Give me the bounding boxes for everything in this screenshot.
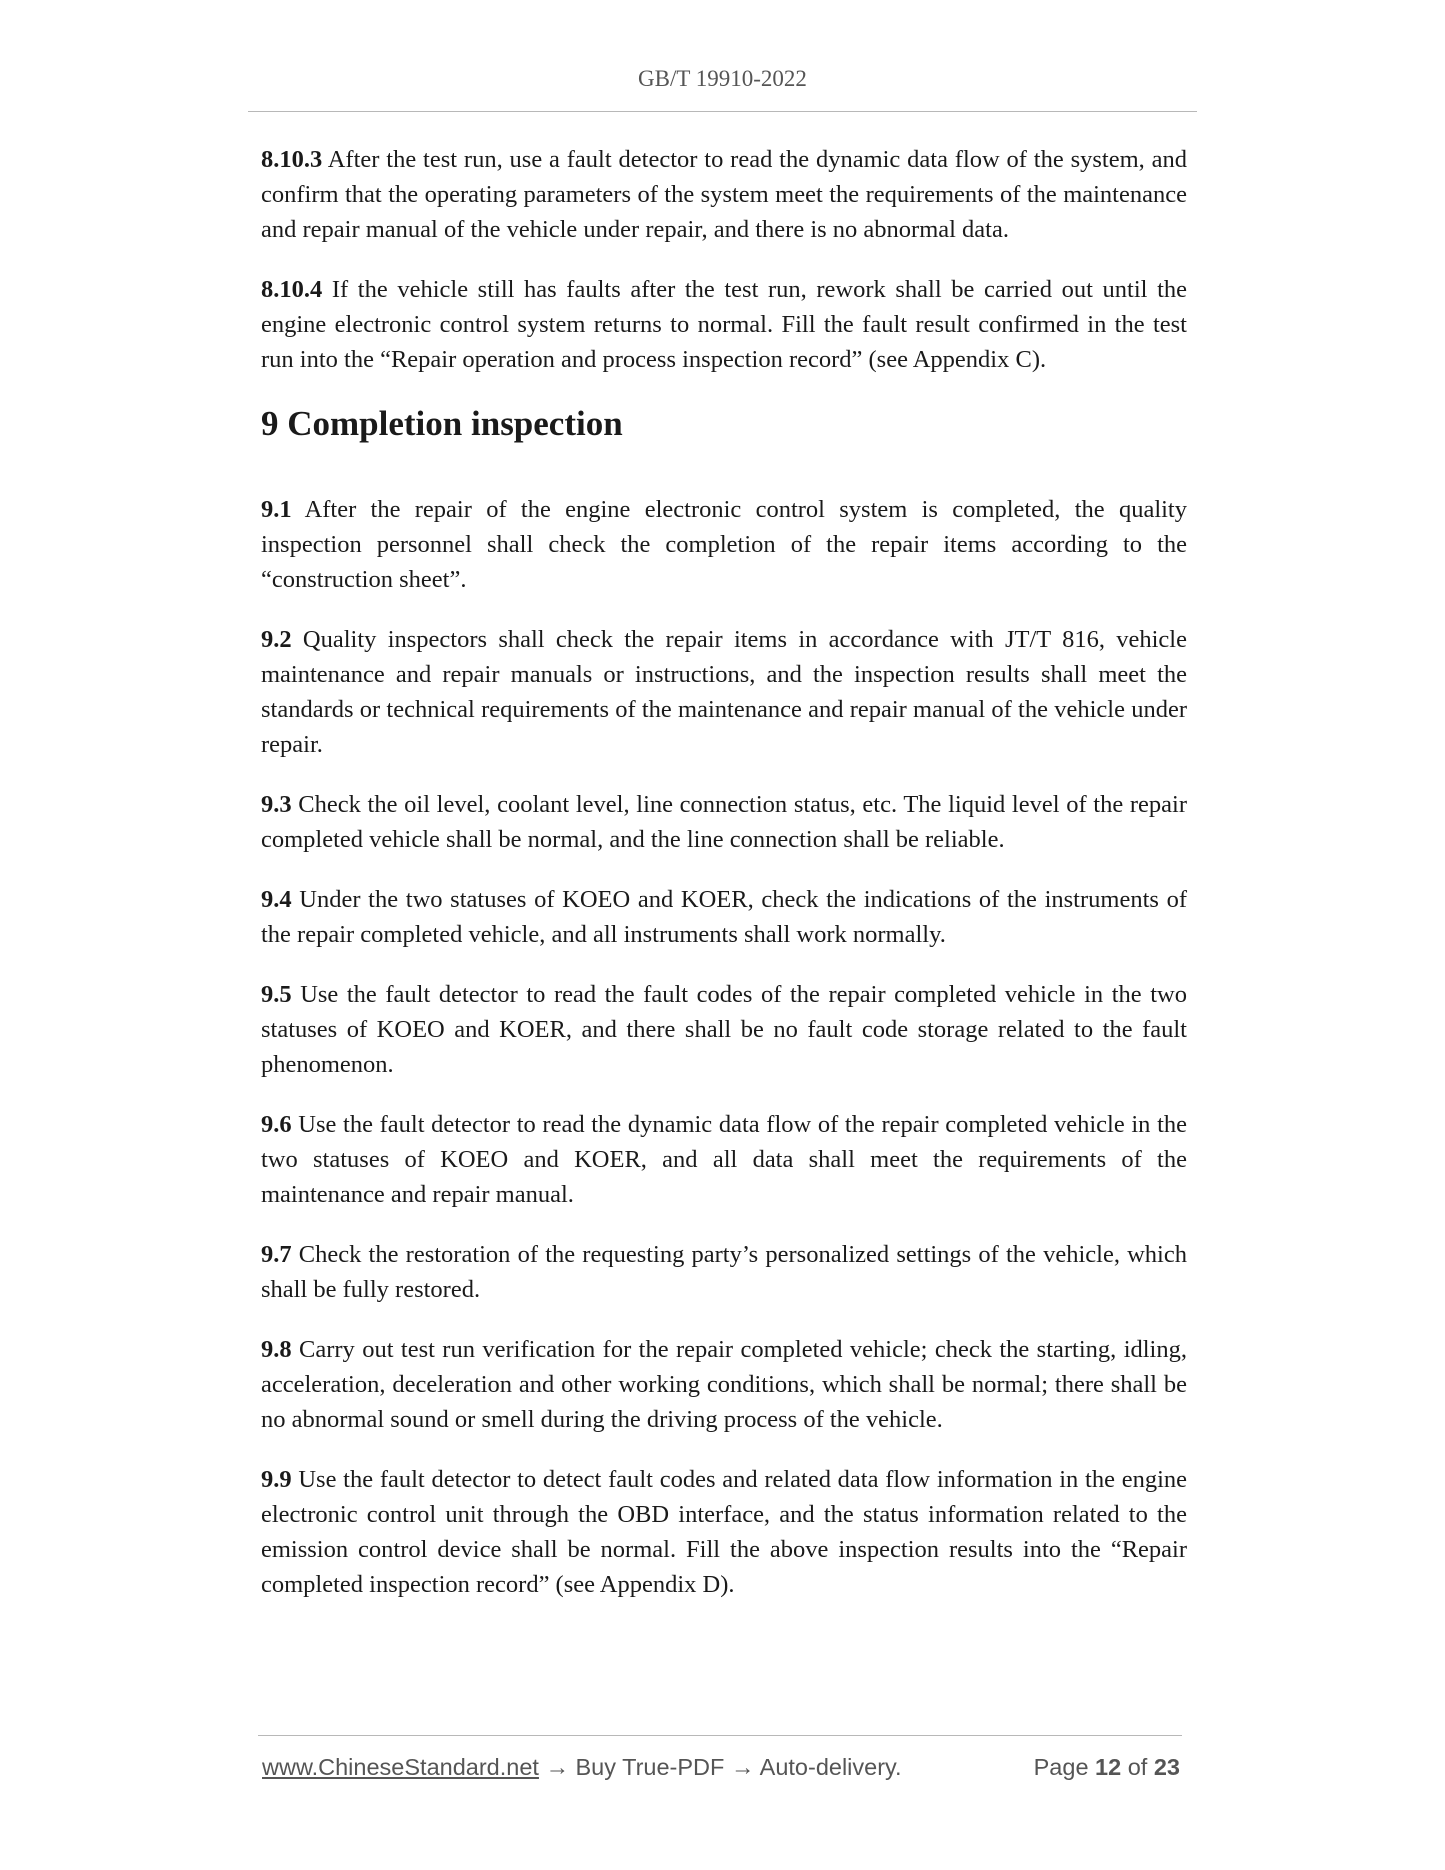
clause-8-10-3 bbox=[261, 142, 1187, 247]
page-footer bbox=[262, 1754, 1182, 1781]
clause-9-2 bbox=[261, 622, 1187, 762]
clause-9-7 bbox=[261, 1237, 1187, 1307]
clause-text: Check the restoration of the requesting party’s personalized settings of the vehicle, which shall be fully restored. bbox=[261, 1241, 1187, 1303]
clause-text: If the vehicle still has faults after the test run, rework shall be carried out until the engine electronic control system returns to normal. Fill the fault result confirmed in the test run into the “Repair operation and process inspection record” (see Appendix C). bbox=[261, 276, 1187, 373]
clause-9-8 bbox=[261, 1332, 1187, 1437]
clause-number: 9.7 bbox=[261, 1241, 292, 1268]
clause-text: Carry out test run verification for the repair completed vehicle; check the starting, idling, acceleration, deceleration and other working conditions, which shall be normal; there shall be no abnormal sound or smell during the driving process of the vehicle. bbox=[261, 1336, 1187, 1433]
document-header-title: GB/T 19910-2022 bbox=[638, 66, 807, 91]
clause-number: 9.5 bbox=[261, 981, 292, 1008]
clause-9-4 bbox=[261, 882, 1187, 952]
page-indicator bbox=[1034, 1754, 1180, 1781]
page-content bbox=[261, 142, 1187, 1627]
clause-8-10-4 bbox=[261, 272, 1187, 377]
footer-divider bbox=[258, 1735, 1182, 1736]
clause-text: After the test run, use a fault detector to read the dynamic data flow of the system, and confirm that the operating parameters of the system meet the requirements of the maintenance and repair manual of the vehicle under repair, and there is no abnormal data. bbox=[261, 146, 1187, 243]
clause-9-1 bbox=[261, 492, 1187, 597]
clause-text: Use the fault detector to detect fault codes and related data flow information in the engine electronic control unit through the OBD interface, and the status information related to the emission control device shall be normal. Fill the above inspection results into the “Repair completed inspection record” (see Appendix D). bbox=[261, 1466, 1187, 1598]
section-heading-9: 9 Completion inspection bbox=[261, 404, 623, 443]
clause-number: 9.3 bbox=[261, 791, 292, 818]
clause-number: 9.6 bbox=[261, 1111, 292, 1138]
clause-9-5 bbox=[261, 977, 1187, 1082]
chinesestandard-link[interactable]: www.ChineseStandard.net bbox=[262, 1754, 539, 1780]
clause-number: 9.9 bbox=[261, 1466, 292, 1493]
header-divider bbox=[248, 111, 1197, 112]
clause-text: Use the fault detector to read the fault codes of the repair completed vehicle in the two statuses of KOEO and KOER, and there shall be no fault code storage related to the fault phenomenon. bbox=[261, 981, 1187, 1078]
page-of: of bbox=[1121, 1754, 1154, 1780]
clause-number: 8.10.3 bbox=[261, 146, 323, 173]
footer-promo-text: → Buy True-PDF → Auto-delivery. bbox=[538, 1754, 902, 1780]
clause-text: Quality inspectors shall check the repair items in accordance with JT/T 816, vehicle maintenance and repair manuals or instructions, and the inspection results shall meet the standards or technical requirements of the maintenance and repair manual of the vehicle under repair. bbox=[261, 626, 1187, 758]
clause-text: Check the oil level, coolant level, line connection status, etc. The liquid level of the repair completed vehicle shall be normal, and the line connection shall be reliable. bbox=[261, 791, 1187, 853]
clause-text: Use the fault detector to read the dynamic data flow of the repair completed vehicle in the two statuses of KOEO and KOER, and all data shall meet the requirements of the maintenance and repair manual. bbox=[261, 1111, 1187, 1208]
clause-number: 9.2 bbox=[261, 626, 292, 653]
clause-9-9 bbox=[261, 1462, 1187, 1602]
clause-number: 9.1 bbox=[261, 496, 292, 523]
clause-9-6 bbox=[261, 1107, 1187, 1212]
clause-text: Under the two statuses of KOEO and KOER, check the indications of the instruments of the repair completed vehicle, and all instruments shall work normally. bbox=[261, 886, 1187, 948]
clause-number: 9.8 bbox=[261, 1336, 292, 1363]
page-total: 23 bbox=[1153, 1754, 1180, 1780]
page-label: Page bbox=[1033, 1754, 1096, 1780]
clause-text: After the repair of the engine electronic control system is completed, the quality inspection personnel shall check the completion of the repair items according to the “construction sheet”. bbox=[261, 496, 1187, 593]
page-current: 12 bbox=[1095, 1754, 1122, 1780]
clause-number: 8.10.4 bbox=[261, 276, 323, 303]
clause-number: 9.4 bbox=[261, 886, 292, 913]
clause-9-3 bbox=[261, 787, 1187, 857]
